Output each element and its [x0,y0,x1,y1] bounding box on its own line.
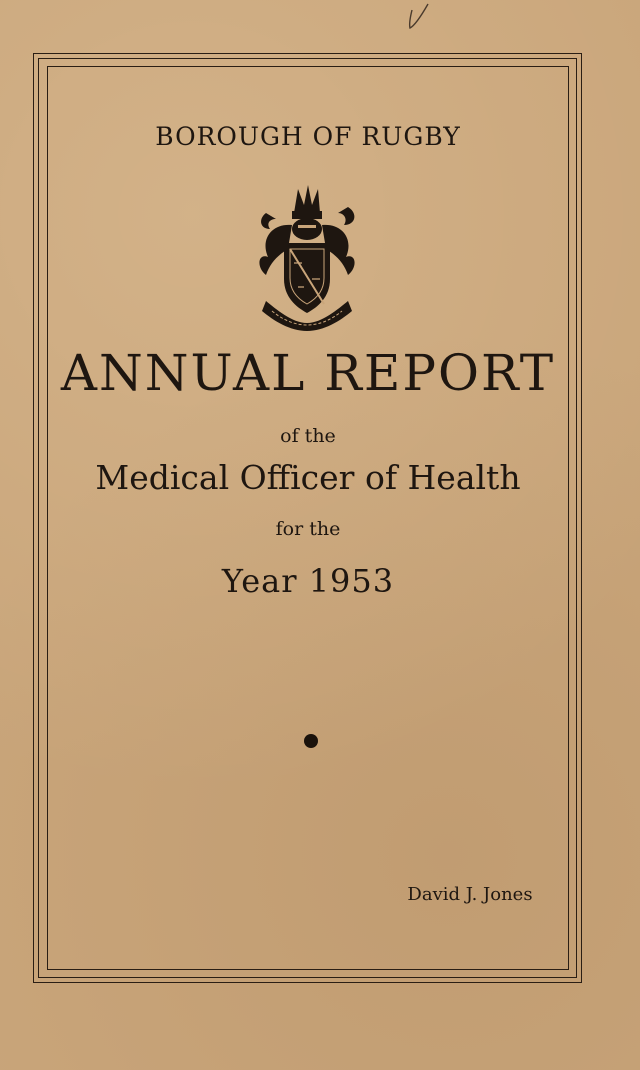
borough-heading: BOROUGH OF RUGBY [155,122,461,151]
connector-for-the: for the [275,518,341,540]
coat-of-arms-icon [252,183,362,331]
connector-of-the: of the [280,425,336,447]
report-subtitle: Medical Officer of Health [95,458,521,497]
report-year: Year 1953 [221,562,395,600]
author-name: David J. Jones [407,884,533,905]
report-title: ANNUAL REPORT [60,344,556,402]
dot-icon [304,734,318,748]
pencil-check-icon [398,0,438,34]
